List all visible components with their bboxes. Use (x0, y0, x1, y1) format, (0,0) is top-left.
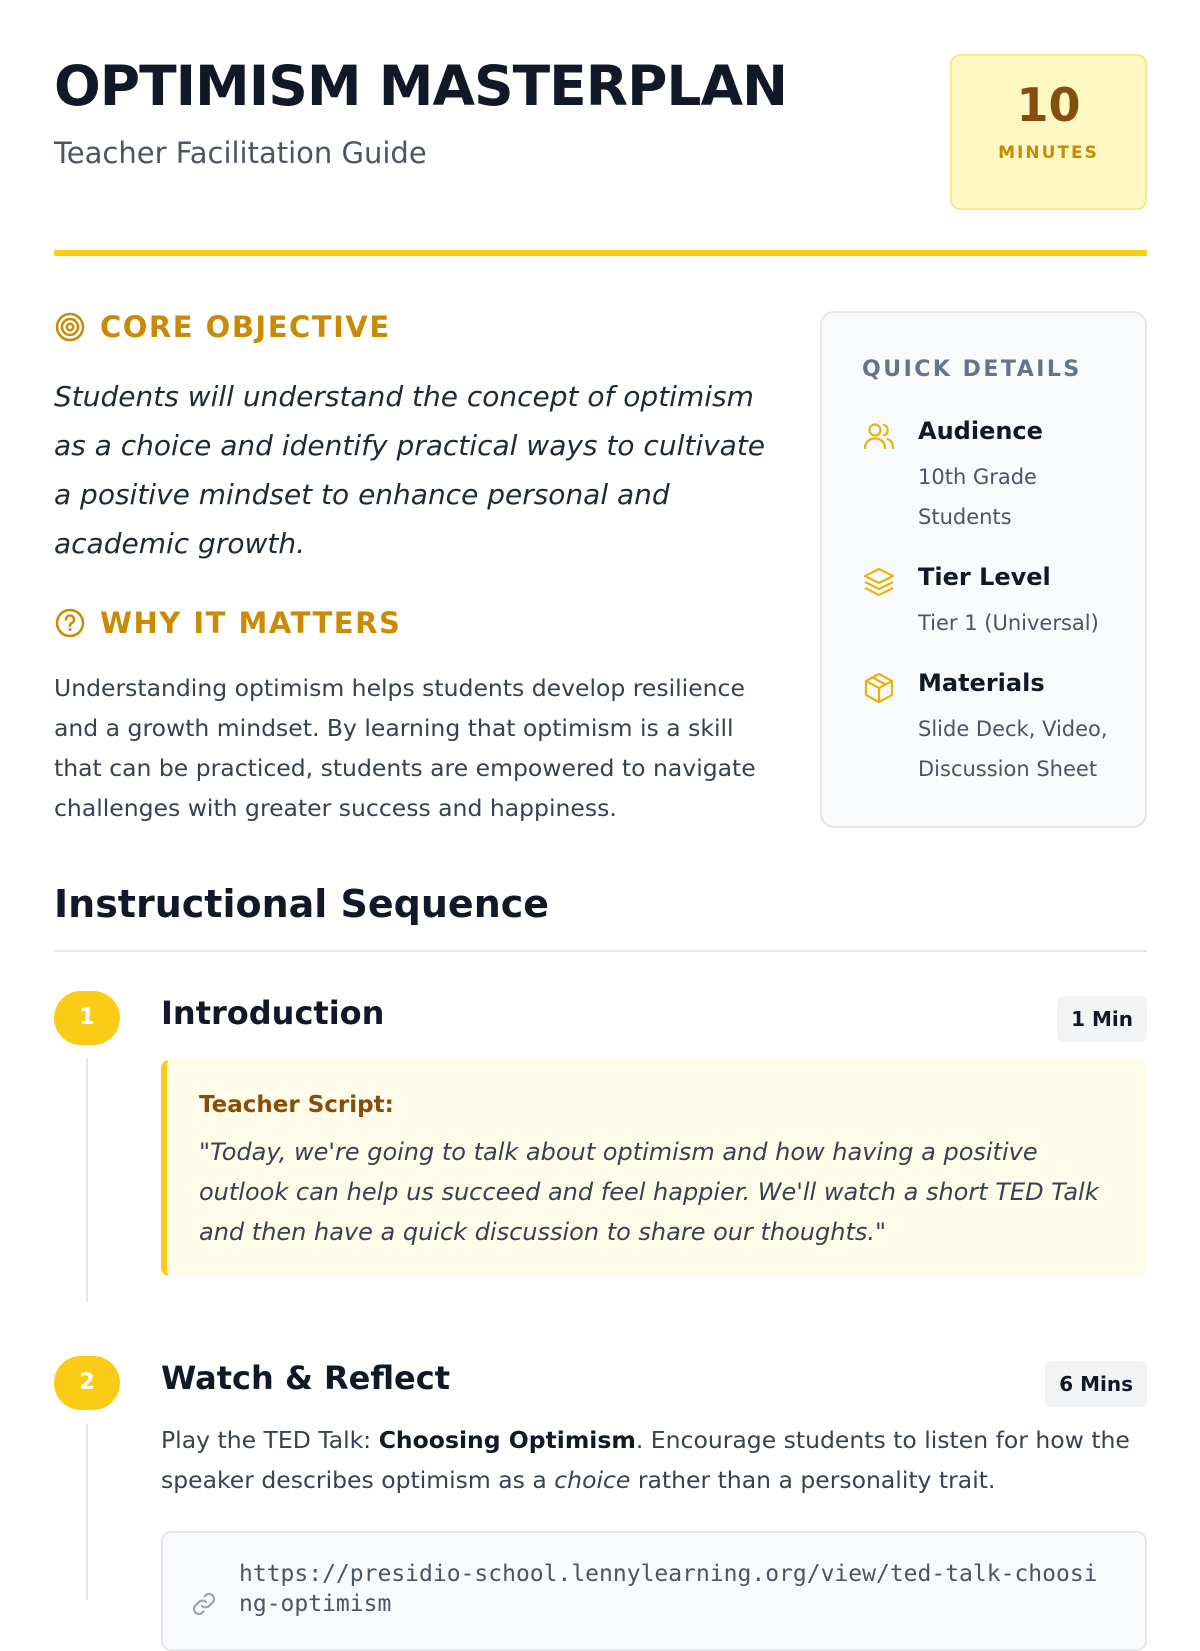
step-2-description (161, 1420, 1147, 1500)
step-1-duration: 1 Min (1057, 996, 1147, 1042)
step-2-desc-emphasis: choice (554, 1466, 631, 1494)
teacher-script-box (161, 1060, 1147, 1276)
header-divider (54, 250, 1147, 256)
duration-value: 10 (1016, 78, 1081, 132)
why-text: Understanding optimism helps students develop resilience and a growth mindset. By learning that optimism is a skill that can be practiced, students are empowered to navigate challenges with greater success and happiness. (54, 674, 756, 822)
quick-details-title: QUICK DETAILS (862, 357, 1082, 382)
duration-badge (950, 54, 1147, 210)
teacher-script-label: Teacher Script: (199, 1092, 394, 1118)
step-2-desc-post: rather than a personality trait. (630, 1466, 996, 1494)
link-icon (189, 1589, 219, 1619)
why-heading (54, 606, 401, 640)
detail-materials (862, 669, 1132, 789)
detail-audience-label: Audience (918, 417, 1043, 445)
step-1-title: Introduction (161, 994, 385, 1032)
detail-audience (862, 417, 1132, 537)
why-heading-text: WHY IT MATTERS (100, 606, 402, 640)
step-2-connector (86, 1424, 88, 1600)
objective-text: Students will understand the concept of optimism as a choice and identify practical ways to cultivate a positive mindset to enhance personal and academic growth. (54, 380, 766, 560)
step-1-connector (86, 1058, 88, 1302)
ted-talk-title: Choosing Optimism (378, 1426, 636, 1454)
sequence-divider (54, 950, 1147, 952)
step-2-title: Watch & Reflect (161, 1359, 451, 1397)
detail-tier-value: Tier 1 (Universal) (918, 611, 1099, 635)
step-2-duration: 6 Mins (1045, 1361, 1147, 1407)
step-2-desc-mid: . Encourage students to listen for how the speaker describes optimism as a (161, 1426, 1130, 1494)
detail-audience-value: 10th Grade Students (918, 465, 1037, 529)
detail-materials-label: Materials (918, 669, 1045, 697)
objective-heading-text: CORE OBJECTIVE (100, 310, 391, 344)
users-icon (862, 419, 896, 453)
detail-tier-label: Tier Level (918, 563, 1051, 591)
step-1-number: 1 (54, 991, 120, 1045)
layers-icon (862, 565, 896, 599)
duration-unit: MINUTES (998, 142, 1099, 163)
step-2-number: 2 (54, 1356, 120, 1410)
question-circle-icon (54, 607, 86, 639)
detail-materials-value: Slide Deck, Video, Discussion Sheet (918, 717, 1108, 781)
objective-heading (54, 310, 391, 344)
video-link-box[interactable] (161, 1531, 1147, 1651)
step-2-desc-pre: Play the TED Talk: (161, 1426, 379, 1454)
quick-details-panel (820, 311, 1147, 828)
page-subtitle: Teacher Facilitation Guide (54, 136, 427, 170)
page-title: OPTIMISM MASTERPLAN (54, 54, 788, 118)
video-link-url[interactable]: https://presidio-school.lennylearning.org/view/ted-talk-choosing-optimism (239, 1561, 1098, 1617)
detail-tier (862, 563, 1132, 643)
target-icon (54, 311, 86, 343)
teacher-script-text: "Today, we're going to talk about optimism and how having a positive outlook can help us succeed and feel happier. We'll watch a short TED Talk and then have a quick discussion to share our thoughts." (199, 1138, 1099, 1246)
sequence-title: Instructional Sequence (54, 882, 550, 926)
box-icon (862, 671, 896, 705)
page-header (54, 52, 1147, 258)
